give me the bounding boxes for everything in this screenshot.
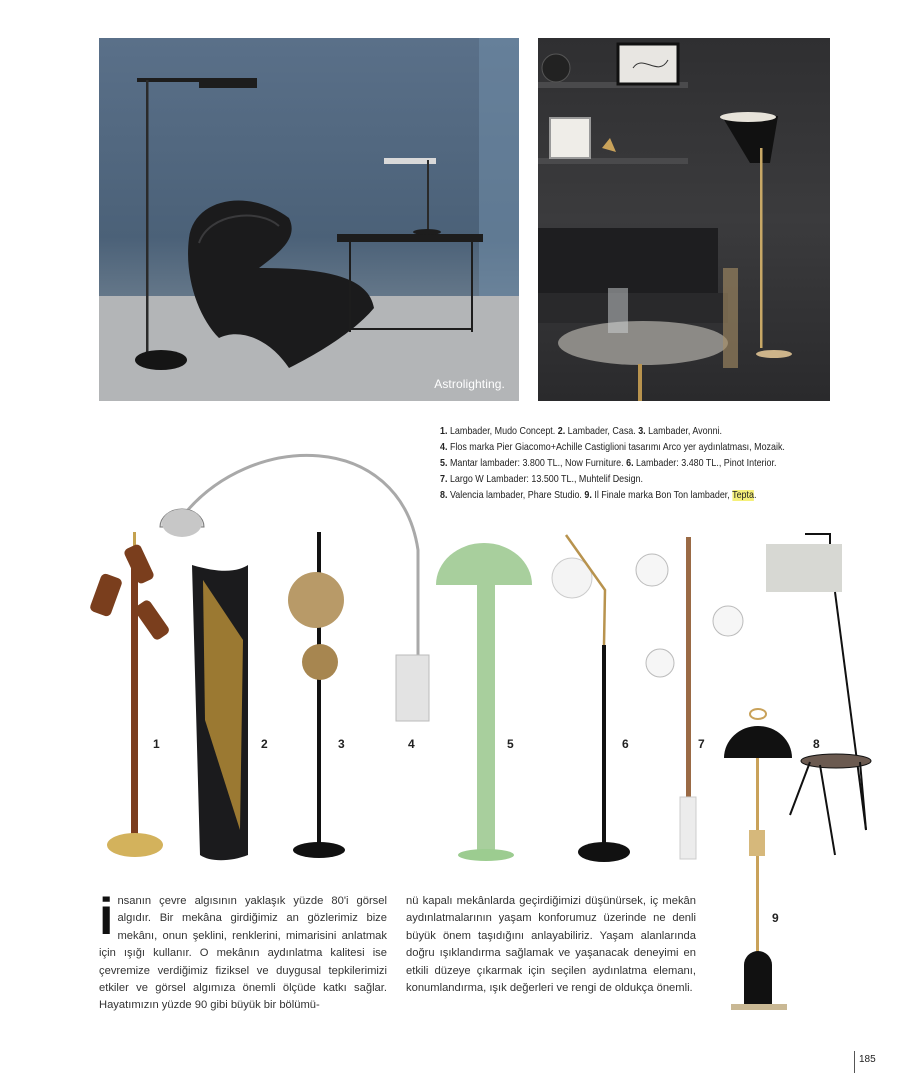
lamp-6 <box>552 535 630 862</box>
credit-text: Largo W Lambader: 13.500 TL., Muhtelif Design. <box>447 474 644 486</box>
lamp-9 <box>724 709 792 1010</box>
credit-number: 1. <box>440 426 448 437</box>
page-number: 185 <box>854 1051 876 1073</box>
lamp-1 <box>89 532 171 857</box>
product-number-5: 5 <box>507 737 514 751</box>
credit-text: Lambader: 3.480 TL., Pinot Interior. <box>633 458 777 470</box>
product-number-2: 2 <box>261 737 268 751</box>
credit-text: . <box>753 490 757 502</box>
lamp-7 <box>636 537 743 859</box>
credit-number: 9. <box>584 490 592 502</box>
credit-text: Lambader, Avonni. <box>645 426 723 437</box>
credit-text: Lambader, Casa. <box>565 426 639 437</box>
credit-text: Il Finale marka Bon Ton lambader, <box>591 490 733 502</box>
credit-text: Flos marka Pier Giacomo+Achille Castiglioni tasarımı Arco yer aydınlatması, Mozaik. <box>447 442 785 454</box>
product-number-3: 3 <box>338 737 345 751</box>
credit-number: 5. <box>440 458 448 470</box>
product-number-1: 1 <box>153 737 160 751</box>
credit-number: 8. <box>440 490 448 502</box>
body-paragraph-right: nü kapalı mekânlarda geçirdiğimizi düşünürsek, iç mekân aydınlatmalarının yaşam konforumuz üzerinde ne denli büyük önem taşıdığını anlayabiliriz. Yaşam alanlarında doğru ışıklandırma sağlamak ve yaşanacak deneyimi en etkili düzeye çıkarmak için seçilen aydınlatma elemanı, konumlandırma, ışık değerleri ve rengi de oldukça önemli. <box>406 895 696 995</box>
body-text-left <box>99 888 387 1015</box>
lamp-8 <box>766 534 871 855</box>
lamp-2 <box>192 565 248 860</box>
credit-number: 3. <box>638 426 646 437</box>
credit-number: 2. <box>557 426 566 437</box>
lamp-5 <box>436 543 532 861</box>
lamp-3 <box>288 532 345 858</box>
highlighted-brand: Tepta <box>732 490 754 502</box>
body-paragraph-left: nsanın çevre algısının yaklaşık yüzde 80'i görsel algıdır. Bir mekâna girdiğimiz an gözlerimiz bize mekânı, onun şeklini, renklerini, mimarisini anlatmak için ışığı kullanır. O mekânın aydınlatma kalitesi ise çevremize verdiğimiz fiziksel ve duygusal tepkilerimizi etkiler ve görsel algımıza önemli ölçüde katkı sağlar. Hayatımızın yüzde 90 gibi büyük bir bölümü- <box>99 895 387 1012</box>
credit-text: Valencia lambader, Phare Studio. <box>447 490 585 502</box>
credit-number: 6. <box>626 458 634 470</box>
body-text-right <box>406 893 696 997</box>
credit-text: Mantar lambader: 3.800 TL., Now Furniture. <box>447 458 627 470</box>
drop-cap: i <box>99 888 114 946</box>
product-number-9: 9 <box>772 911 779 925</box>
credit-number: 4. <box>440 442 448 454</box>
product-number-4: 4 <box>408 737 415 751</box>
product-number-7: 7 <box>698 737 705 751</box>
credit-number: 7. <box>440 474 448 486</box>
credit-text: Lambader, Mudo Concept. <box>447 426 558 437</box>
photo-caption: Astrolighting. <box>434 377 505 391</box>
product-number-6: 6 <box>622 737 629 751</box>
product-number-8: 8 <box>813 737 820 751</box>
